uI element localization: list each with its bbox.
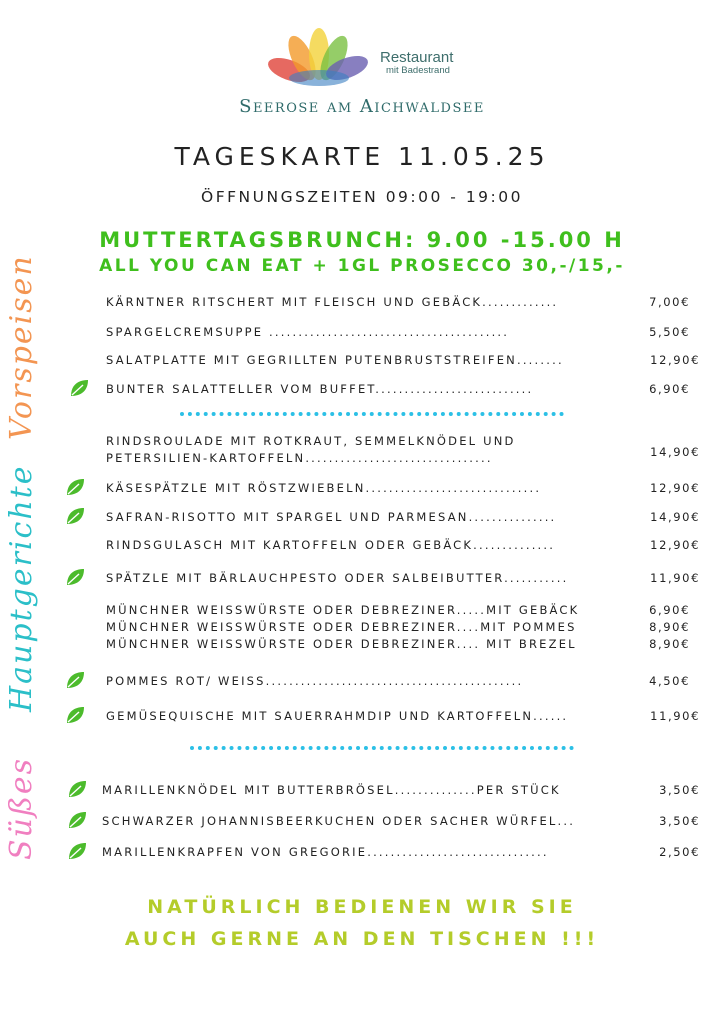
menu-item-name: SPÄTZLE MIT BÄRLAUCHPESTO ODER SALBEIBUTTER........... [106,571,569,585]
menu-item-name: SAFRAN-RISOTTO MIT SPARGEL UND PARMESAN............... [106,510,557,524]
menu-item-price: 8,90€ [649,620,690,634]
special-headline: MUTTERTAGSBRUNCH: 9.00 -15.00 H [99,228,625,252]
menu-item-name: KÄSESPÄTZLE MIT RÖSTZWIEBELN.............................. [106,481,542,495]
page-title: TAGESKARTE 11.05.25 [174,142,550,171]
lotus-logo-icon [264,28,374,94]
menu-item-price: 11,90€ [650,709,700,723]
section-label-hauptgerichte: Hauptgerichte [4,464,39,712]
vegetarian-leaf-icon [66,778,88,800]
menu-item-price: 12,90€ [650,353,700,367]
logo-restaurant-label: Restaurant [380,49,454,66]
vegetarian-leaf-icon [66,840,88,862]
section-label-vorspeisen: Vorspeisen [4,254,39,440]
menu-item-name: BUNTER SALATTELLER VOM BUFFET........................... [106,382,534,396]
menu-item-price: 11,90€ [650,571,700,585]
menu-item-price: 6,90€ [649,603,690,617]
menu-item-name: RINDSROULADE MIT ROTKRAUT, SEMMELKNÖDEL UND [106,434,516,448]
menu-item-name: KÄRNTNER RITSCHERT MIT FLEISCH UND GEBÄCK............. [106,295,559,309]
closing-message-line1: NATÜRLICH BEDIENEN WIR SIE [147,896,577,918]
vegetarian-leaf-icon [68,377,90,399]
vegetarian-leaf-icon [64,704,86,726]
logo-subtitle: mit Badestrand [386,65,450,76]
menu-item-price: 8,90€ [649,637,690,651]
menu-item-name: POMMES ROT/ WEISS............................................ [106,674,524,688]
opening-hours: ÖFFNUNGSZEITEN 09:00 - 19:00 [201,188,523,206]
menu-item-price: 3,50€ [659,814,700,828]
menu-item-price: 12,90€ [650,538,700,552]
menu-item-name: SPARGELCREMSUPPE ......................................... [106,325,510,339]
vegetarian-leaf-icon [64,476,86,498]
menu-item-price: 5,50€ [649,325,690,339]
menu-item-price: 14,90€ [650,510,700,524]
menu-item-name: SALATPLATTE MIT GEGRILLTEN PUTENBRUSTSTREIFEN........ [106,353,564,367]
menu-item-price: 12,90€ [650,481,700,495]
menu-item-price: 14,90€ [650,445,700,459]
vegetarian-leaf-icon [64,505,86,527]
menu-item-name: SCHWARZER JOHANNISBEERKUCHEN ODER SACHER WÜRFEL... [102,814,576,828]
section-label-suesses: Süßes [4,756,39,860]
vegetarian-leaf-icon [66,809,88,831]
menu-item-name: RINDSGULASCH MIT KARTOFFELN ODER GEBÄCK.............. [106,538,556,552]
section-divider [180,412,564,416]
menu-item-name: MÜNCHNER WEISSWÜRSTE ODER DEBREZINER....MIT POMMES [106,620,577,634]
menu-item-name: MARILLENKNÖDEL MIT BUTTERBRÖSEL..............PER STÜCK [102,783,561,797]
menu-item-price: 6,90€ [649,382,690,396]
menu-item-name: MARILLENKRAPFEN VON GREGORIE............................... [102,845,549,859]
section-divider [190,746,574,750]
special-offer: ALL YOU CAN EAT + 1GL PROSECCO 30,-/15,- [99,256,625,276]
menu-item-price: 7,00€ [649,295,690,309]
logo-name: Seerose am Aichwaldsee [239,96,485,117]
menu-item-price: 2,50€ [659,845,700,859]
menu-item-price: 4,50€ [649,674,690,688]
vegetarian-leaf-icon [64,669,86,691]
closing-message-line2: AUCH GERNE AN DEN TISCHEN !!! [124,928,600,950]
menu-item-name: MÜNCHNER WEISSWÜRSTE ODER DEBREZINER.... MIT BREZEL [106,637,577,651]
menu-item-name-continued: PETERSILIEN-KARTOFFELN................................ [106,451,493,465]
menu-item-price: 3,50€ [659,783,700,797]
menu-item-name: GEMÜSEQUISCHE MIT SAUERRAHMDIP UND KARTOFFELN...... [106,709,569,723]
menu-item-name: MÜNCHNER WEISSWÜRSTE ODER DEBREZINER.....MIT GEBÄCK [106,603,580,617]
vegetarian-leaf-icon [64,566,86,588]
